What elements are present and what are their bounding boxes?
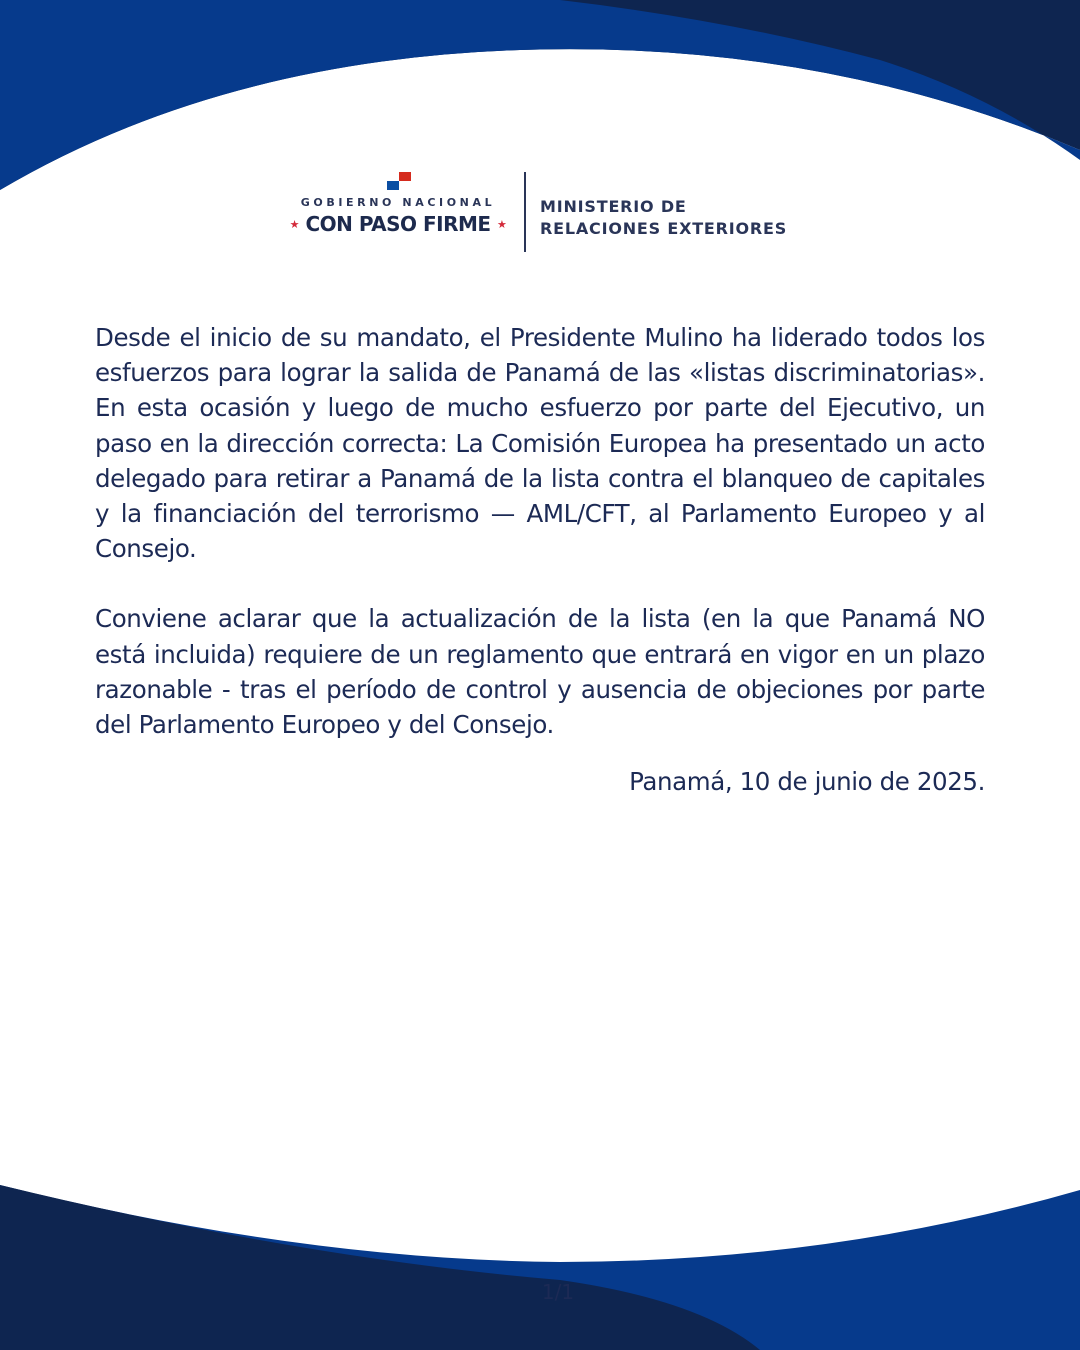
ministry-name xyxy=(540,196,787,240)
logo-divider xyxy=(524,172,526,252)
gov-line1: GOBIERNO NACIONAL xyxy=(300,196,496,209)
statement-body xyxy=(95,320,985,799)
ministry-line2: RELACIONES EXTERIORES xyxy=(540,219,788,238)
star-icon: ★ xyxy=(289,218,299,231)
paragraph-2: Conviene aclarar que la actualización de la lista (en la que Panamá NO está incluida) requiere de un reglamento que entrará en vigor en un plazo razonable - tras el período de control y ausencia de objeciones por parte del Parlamento Europeo y del Consejo. xyxy=(95,604,985,740)
date-signoff: Panamá, 10 de junio de 2025. xyxy=(629,767,985,797)
ministry-line1: MINISTERIO DE xyxy=(540,197,687,216)
panama-flag-icon xyxy=(387,172,411,190)
star-icon: ★ xyxy=(497,218,507,231)
gov-slogan-text: CON PASO FIRME xyxy=(305,212,491,236)
page-indicator: 1/1 xyxy=(541,1280,575,1304)
letterhead xyxy=(0,0,1080,270)
paragraph-1: Desde el inicio de su mandato, el Presidente Mulino ha liderado todos los esfuerzos para lograr la salida de Panamá de las «listas discriminatorias». En esta ocasión y luego de mucho esfuerzo por parte del Ejecutivo, un paso en la dirección correcta: La Comisión Europea ha presentado un acto delegado para retirar a Panamá de la lista contra el blanqueo de capitales y la financiación del terrorismo — AML/CFT, al Parlamento Europeo y al Consejo. xyxy=(95,323,985,564)
gov-slogan xyxy=(286,212,510,236)
government-logo xyxy=(286,170,510,240)
